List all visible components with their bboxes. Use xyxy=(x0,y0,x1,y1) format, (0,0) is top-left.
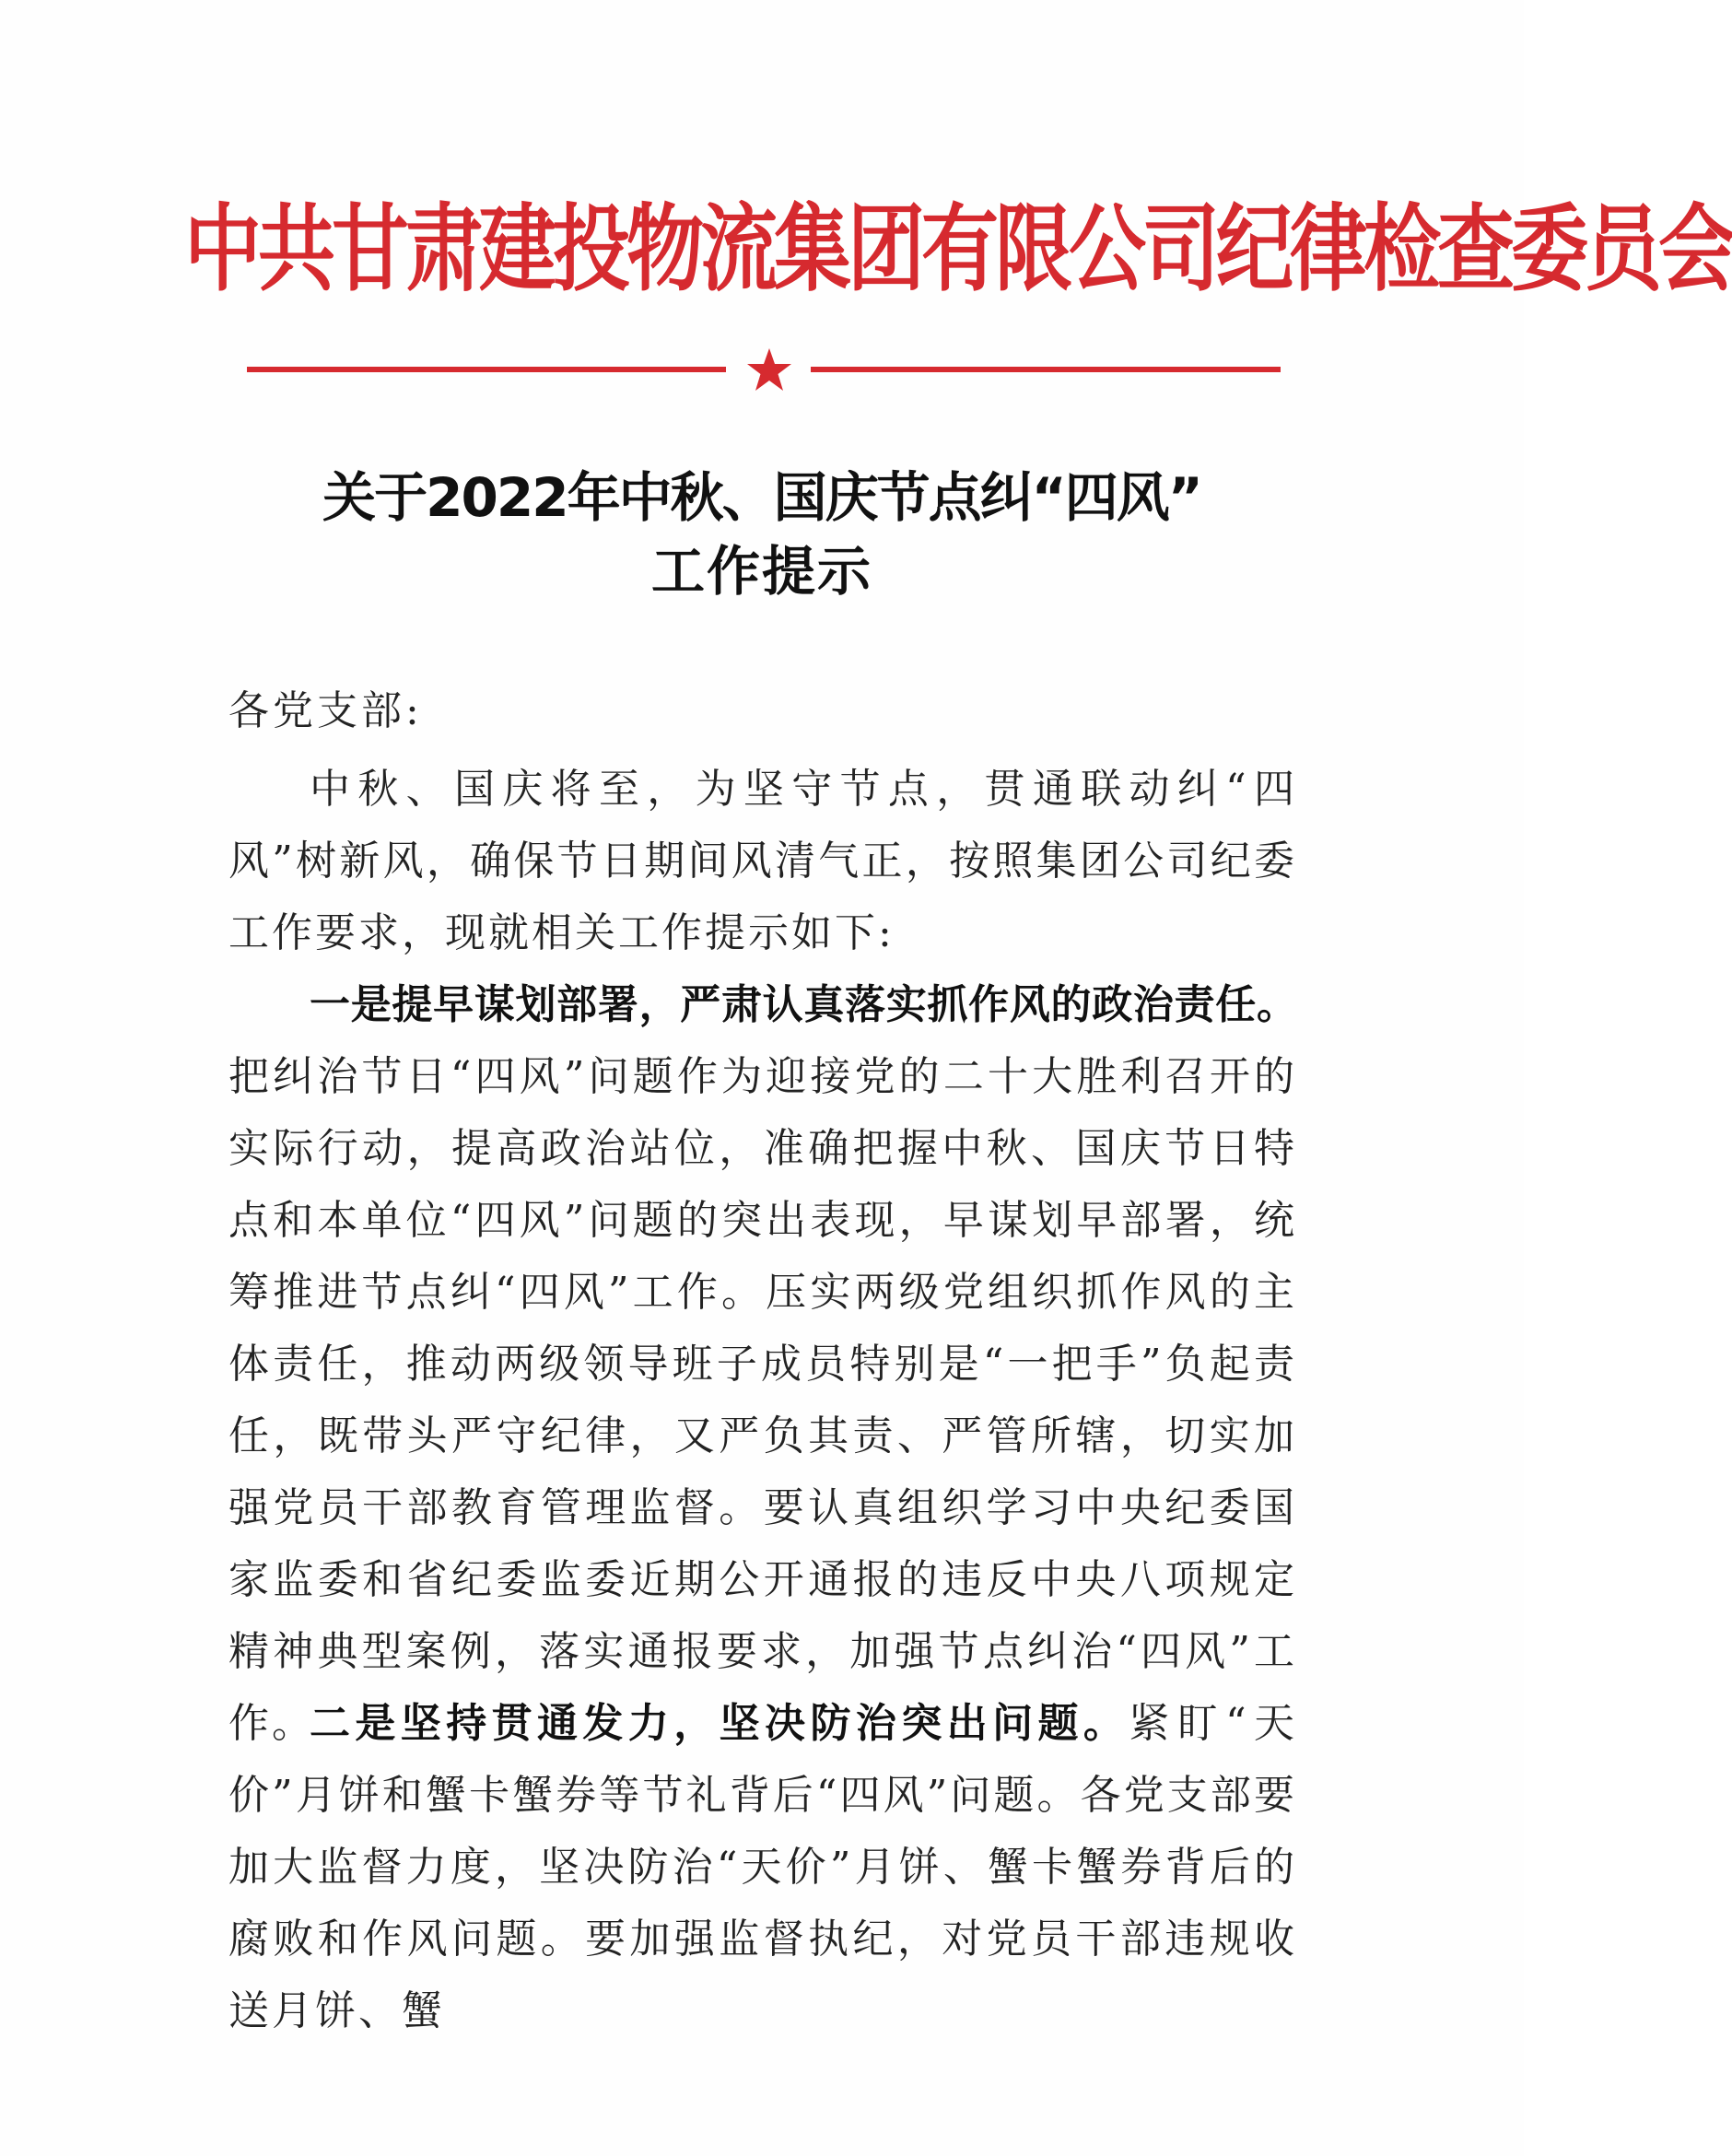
paragraph-text: 把纠治节日“四风”问题作为迎接党的二十大胜利召开的实际行动，提高政治站位，准确把握中秋、国庆节日特点和本单位“四风”问题的突出表现，早谋划早部署，统筹推进节点纠“四风”工作。压实两级党组织抓作风的主体责任，推动两级领导班子成员特别是“一把手”负起责任，既带头严守纪律，又严负其责、严管所辖，切实加强党员干部教育管理监督。要认真组织学习中央纪委国家监委和省纪委监委近期公开通报的违反中央八项规定精神典型案例，落实通报要求，加强节点纠治“四风”工作。 xyxy=(228,1053,1297,1747)
paragraph-lead-heading: 二是坚持贯通发力，坚决防治突出问题。 xyxy=(310,1700,1129,1747)
document-title-line-2: 工作提示 xyxy=(650,540,872,603)
red-star-icon xyxy=(746,346,792,393)
body-paragraph-point-1 xyxy=(228,969,1297,1760)
masthead xyxy=(184,184,1732,332)
paragraph-text: 中秋、国庆将至，为坚守节点，贯通联动纠“四风”树新风，确保节日期间风清气正，按照集团公司纪委工作要求，现就相关工作提示如下: xyxy=(228,766,1297,956)
paragraph-text: 紧盯“天价”月饼和蟹卡蟹券等节礼背后“四风”问题。各党支部要加大监督力度，坚决防治“天价”月饼、蟹卡蟹券背后的腐败和作风问题。要加强监督执纪，对党员干部违规收送月饼、蟹 xyxy=(228,1700,1298,2034)
body-paragraph-point-2 xyxy=(228,1688,1297,2047)
masthead-red-rule-right xyxy=(811,367,1281,372)
masthead-organization-name: 中共甘肃建投物流集团有限公司纪律检查委员会 xyxy=(184,193,1732,304)
paragraph-lead-heading: 一是提早谋划部署，严肃认真落实抓作风的政治责任。 xyxy=(310,981,1297,1028)
masthead-red-rule-left xyxy=(247,367,726,372)
body-paragraph-intro xyxy=(228,754,1297,969)
salutation: 各党支部: xyxy=(228,687,423,734)
document-title-line-1: 关于2022年中秋、国庆节点纠“四风” xyxy=(322,466,1201,529)
